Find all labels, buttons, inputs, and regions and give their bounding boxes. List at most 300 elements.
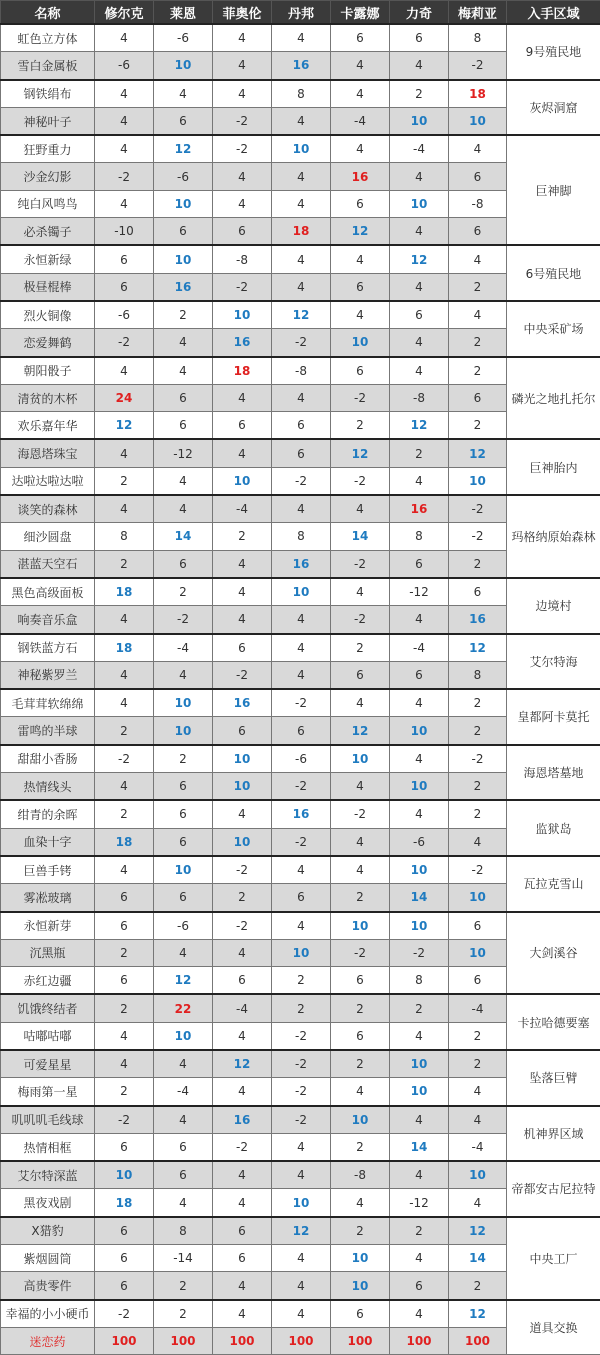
affinity-value: 6: [95, 884, 154, 912]
table-row: [1, 745, 600, 773]
item-name: 梅雨第一星: [1, 1078, 95, 1106]
affinity-value: 100: [390, 1327, 449, 1354]
affinity-value: 10: [390, 1078, 449, 1106]
affinity-value: 2: [154, 1300, 213, 1328]
affinity-value: 6: [390, 1272, 449, 1300]
affinity-value: 2: [449, 717, 507, 745]
region-cell: 9号殖民地: [507, 24, 600, 80]
affinity-value: 4: [449, 301, 507, 329]
affinity-value: -2: [272, 1106, 331, 1134]
affinity-value: -2: [213, 107, 272, 135]
affinity-value: 10: [390, 912, 449, 940]
region-cell: 巨神脚: [507, 135, 600, 245]
item-name: 热情相框: [1, 1133, 95, 1161]
affinity-value: 4: [449, 135, 507, 163]
affinity-value: 6: [154, 550, 213, 578]
item-name: 永恒新绿: [1, 245, 95, 273]
affinity-value: 10: [390, 773, 449, 801]
item-name: 黑夜戏剧: [1, 1189, 95, 1217]
affinity-value: 4: [213, 1272, 272, 1300]
affinity-value: 4: [154, 1189, 213, 1217]
item-name: 钢铁蓝方石: [1, 634, 95, 662]
affinity-value: 4: [213, 52, 272, 80]
affinity-value: -6: [95, 52, 154, 80]
affinity-value: 16: [449, 606, 507, 634]
affinity-value: 4: [272, 495, 331, 523]
affinity-value: 6: [154, 384, 213, 411]
affinity-value: 10: [331, 745, 390, 773]
header-row: [1, 1, 600, 25]
affinity-value: 6: [331, 357, 390, 385]
affinity-value: 10: [272, 135, 331, 163]
affinity-value: -6: [390, 828, 449, 856]
affinity-value: 6: [154, 800, 213, 828]
affinity-value: 18: [95, 578, 154, 606]
table-body: [1, 24, 600, 1355]
affinity-value: 6: [331, 967, 390, 995]
table-row: [1, 1300, 600, 1328]
item-name: 湛蓝天空石: [1, 550, 95, 578]
affinity-value: 2: [213, 884, 272, 912]
region-cell: 中央工厂: [507, 1217, 600, 1300]
affinity-value: -2: [272, 1050, 331, 1078]
affinity-value: -2: [95, 745, 154, 773]
affinity-value: 2: [449, 800, 507, 828]
affinity-value: 2: [449, 773, 507, 801]
table-row: [1, 912, 600, 940]
affinity-value: 2: [272, 967, 331, 995]
affinity-value: 6: [272, 412, 331, 440]
affinity-value: 4: [331, 495, 390, 523]
affinity-value: 6: [154, 828, 213, 856]
affinity-value: 10: [331, 912, 390, 940]
affinity-value: 4: [390, 467, 449, 495]
affinity-value: 4: [331, 1078, 390, 1106]
affinity-value: 4: [154, 80, 213, 108]
item-name: 雪白金属板: [1, 52, 95, 80]
region-cell: 坠落巨臂: [507, 1050, 600, 1106]
affinity-value: 6: [331, 1300, 390, 1328]
affinity-value: -2: [95, 329, 154, 357]
affinity-value: 6: [213, 218, 272, 246]
column-header: 丹邦: [272, 1, 331, 25]
affinity-value: 4: [390, 1245, 449, 1272]
affinity-value: -2: [213, 1133, 272, 1161]
affinity-value: 6: [272, 717, 331, 745]
affinity-value: 16: [213, 329, 272, 357]
affinity-value: 10: [154, 856, 213, 884]
affinity-value: 2: [449, 1050, 507, 1078]
table-row: [1, 24, 600, 52]
affinity-value: 16: [154, 273, 213, 301]
affinity-value: -12: [390, 1189, 449, 1217]
affinity-value: -6: [154, 24, 213, 52]
affinity-value: 4: [449, 828, 507, 856]
affinity-value: -2: [272, 773, 331, 801]
affinity-value: 4: [272, 912, 331, 940]
column-header: 莱恩: [154, 1, 213, 25]
affinity-value: -2: [449, 495, 507, 523]
item-name: 咕嘟咕嘟: [1, 1022, 95, 1050]
affinity-value: -2: [213, 135, 272, 163]
affinity-value: 6: [331, 1022, 390, 1050]
affinity-value: 2: [449, 357, 507, 385]
affinity-value: 8: [390, 523, 449, 550]
affinity-value: 8: [390, 967, 449, 995]
affinity-value: -2: [272, 1078, 331, 1106]
item-name: 可爱星星: [1, 1050, 95, 1078]
affinity-value: 4: [213, 80, 272, 108]
affinity-value: 10: [272, 939, 331, 966]
affinity-value: 4: [213, 939, 272, 966]
affinity-value: -6: [154, 912, 213, 940]
item-name: 迷恋药: [1, 1327, 95, 1354]
affinity-value: 4: [213, 1078, 272, 1106]
affinity-value: 12: [449, 634, 507, 662]
affinity-value: 10: [449, 884, 507, 912]
item-name: 神秘紫罗兰: [1, 661, 95, 689]
affinity-value: 12: [449, 1217, 507, 1245]
affinity-value: -2: [95, 163, 154, 190]
affinity-value: 4: [95, 606, 154, 634]
affinity-value: 6: [95, 273, 154, 301]
affinity-value: 4: [331, 578, 390, 606]
affinity-value: 6: [449, 384, 507, 411]
affinity-value: 4: [95, 439, 154, 467]
affinity-value: 6: [95, 245, 154, 273]
affinity-value: 6: [154, 412, 213, 440]
affinity-value: -2: [449, 52, 507, 80]
affinity-value: -2: [390, 939, 449, 966]
affinity-value: 8: [449, 661, 507, 689]
affinity-value: 12: [449, 1300, 507, 1328]
affinity-value: -2: [272, 689, 331, 717]
item-name: 虹色立方体: [1, 24, 95, 52]
affinity-value: 12: [213, 1050, 272, 1078]
affinity-value: 2: [331, 634, 390, 662]
affinity-value: 4: [95, 107, 154, 135]
affinity-value: 100: [213, 1327, 272, 1354]
table-row: [1, 135, 600, 163]
affinity-value: 8: [449, 24, 507, 52]
affinity-value: 10: [390, 1050, 449, 1078]
column-header: 梅莉亚: [449, 1, 507, 25]
table-row: [1, 1217, 600, 1245]
affinity-value: 2: [331, 1133, 390, 1161]
affinity-value: 4: [95, 24, 154, 52]
affinity-value: 4: [213, 1300, 272, 1328]
item-name: 极昼棍棒: [1, 273, 95, 301]
affinity-value: 10: [449, 1161, 507, 1189]
affinity-value: 4: [213, 578, 272, 606]
item-name: 热情线头: [1, 773, 95, 801]
affinity-value: 8: [272, 80, 331, 108]
affinity-value: 6: [331, 273, 390, 301]
affinity-value: 6: [213, 412, 272, 440]
affinity-value: 6: [95, 1133, 154, 1161]
region-cell: 大剑溪谷: [507, 912, 600, 995]
affinity-value: 2: [449, 1022, 507, 1050]
affinity-value: 12: [449, 439, 507, 467]
affinity-value: -2: [272, 828, 331, 856]
affinity-value: 16: [213, 1106, 272, 1134]
affinity-value: 2: [331, 412, 390, 440]
affinity-value: 6: [95, 1217, 154, 1245]
affinity-value: 4: [272, 634, 331, 662]
affinity-value: 10: [154, 245, 213, 273]
affinity-value: 10: [154, 1022, 213, 1050]
affinity-value: 4: [95, 80, 154, 108]
affinity-value: -4: [331, 107, 390, 135]
affinity-value: -8: [331, 1161, 390, 1189]
affinity-value: -4: [213, 994, 272, 1022]
affinity-value: 12: [95, 412, 154, 440]
affinity-value: 18: [95, 828, 154, 856]
item-name: 高贵零件: [1, 1272, 95, 1300]
table-row: [1, 1050, 600, 1078]
affinity-value: 4: [449, 1189, 507, 1217]
affinity-value: 6: [213, 717, 272, 745]
affinity-value: 16: [272, 52, 331, 80]
affinity-value: 2: [390, 994, 449, 1022]
affinity-value: 2: [331, 994, 390, 1022]
region-cell: 帝都安古尼拉特: [507, 1161, 600, 1217]
affinity-value: 6: [95, 967, 154, 995]
affinity-value: 14: [390, 884, 449, 912]
affinity-value: 6: [449, 578, 507, 606]
region-cell: 监狱岛: [507, 800, 600, 856]
item-name: 狂野重力: [1, 135, 95, 163]
affinity-value: 4: [154, 329, 213, 357]
affinity-value: -12: [154, 439, 213, 467]
affinity-value: -2: [272, 1022, 331, 1050]
item-name: 绀青的余晖: [1, 800, 95, 828]
affinity-value: 10: [272, 578, 331, 606]
affinity-value: 14: [390, 1133, 449, 1161]
affinity-value: 18: [95, 1189, 154, 1217]
affinity-value: -2: [331, 606, 390, 634]
item-name: 雷鸣的半球: [1, 717, 95, 745]
affinity-value: 18: [95, 634, 154, 662]
table-row: [1, 439, 600, 467]
affinity-value: -6: [154, 163, 213, 190]
affinity-value: 4: [390, 1106, 449, 1134]
affinity-value: 6: [331, 661, 390, 689]
affinity-value: 4: [390, 1161, 449, 1189]
affinity-value: 8: [272, 523, 331, 550]
affinity-value: 4: [95, 689, 154, 717]
affinity-value: 4: [390, 800, 449, 828]
affinity-value: 2: [331, 1050, 390, 1078]
affinity-value: 4: [154, 939, 213, 966]
affinity-value: -2: [331, 467, 390, 495]
affinity-value: 4: [213, 163, 272, 190]
affinity-value: 6: [331, 190, 390, 217]
affinity-value: 4: [213, 550, 272, 578]
item-name: 沉黑瓶: [1, 939, 95, 966]
affinity-value: 4: [449, 1106, 507, 1134]
item-name: 海恩塔珠宝: [1, 439, 95, 467]
affinity-value: 2: [272, 994, 331, 1022]
affinity-value: 6: [213, 1245, 272, 1272]
affinity-value: 6: [95, 1272, 154, 1300]
affinity-value: 18: [449, 80, 507, 108]
affinity-value: 4: [272, 190, 331, 217]
item-name: 血染十字: [1, 828, 95, 856]
affinity-value: 2: [449, 412, 507, 440]
affinity-value: 4: [272, 856, 331, 884]
affinity-value: 100: [331, 1327, 390, 1354]
affinity-value: 4: [95, 495, 154, 523]
affinity-value: 100: [449, 1327, 507, 1354]
affinity-value: -8: [213, 245, 272, 273]
affinity-value: 4: [272, 1272, 331, 1300]
affinity-value: -2: [449, 745, 507, 773]
item-name: 永恒新芽: [1, 912, 95, 940]
affinity-value: 6: [331, 24, 390, 52]
affinity-value: 4: [95, 135, 154, 163]
affinity-value: 2: [390, 80, 449, 108]
affinity-value: 14: [449, 1245, 507, 1272]
affinity-value: 2: [95, 717, 154, 745]
affinity-value: 12: [331, 717, 390, 745]
table-row: [1, 245, 600, 273]
item-name: 沙金幻影: [1, 163, 95, 190]
item-name: 神秘叶子: [1, 107, 95, 135]
affinity-value: 4: [331, 828, 390, 856]
affinity-value: 4: [449, 1078, 507, 1106]
affinity-value: 4: [95, 1022, 154, 1050]
affinity-value: 2: [95, 994, 154, 1022]
affinity-value: -6: [95, 301, 154, 329]
affinity-value: 4: [331, 52, 390, 80]
affinity-value: 4: [95, 1050, 154, 1078]
affinity-value: 100: [95, 1327, 154, 1354]
affinity-value: 10: [390, 107, 449, 135]
affinity-value: -4: [390, 135, 449, 163]
affinity-value: 4: [390, 273, 449, 301]
affinity-value: -2: [331, 939, 390, 966]
affinity-value: 2: [331, 1217, 390, 1245]
region-cell: 机神界区域: [507, 1106, 600, 1162]
region-cell: 边境村: [507, 578, 600, 634]
table-row: [1, 634, 600, 662]
affinity-value: 6: [390, 550, 449, 578]
affinity-value: 12: [272, 1217, 331, 1245]
affinity-value: 10: [331, 1245, 390, 1272]
item-name: 清贫的木杯: [1, 384, 95, 411]
affinity-value: -2: [449, 523, 507, 550]
table-row: [1, 80, 600, 108]
affinity-value: -8: [449, 190, 507, 217]
affinity-value: 14: [331, 523, 390, 550]
affinity-value: 2: [95, 467, 154, 495]
affinity-value: 4: [213, 439, 272, 467]
item-name: 纯白风鸣鸟: [1, 190, 95, 217]
affinity-value: 18: [213, 357, 272, 385]
affinity-value: 10: [154, 689, 213, 717]
affinity-value: 6: [154, 1161, 213, 1189]
table-row: [1, 578, 600, 606]
region-cell: 中央采矿场: [507, 301, 600, 357]
table-row: [1, 495, 600, 523]
affinity-value: 2: [154, 578, 213, 606]
affinity-value: -2: [272, 329, 331, 357]
region-cell: 道具交换: [507, 1300, 600, 1355]
affinity-value: 6: [449, 163, 507, 190]
affinity-value: 4: [213, 1022, 272, 1050]
affinity-value: 4: [272, 606, 331, 634]
affinity-value: 6: [154, 884, 213, 912]
affinity-value: 10: [331, 329, 390, 357]
affinity-value: 10: [154, 52, 213, 80]
affinity-value: 10: [390, 856, 449, 884]
affinity-value: 4: [331, 773, 390, 801]
affinity-value: 12: [390, 412, 449, 440]
table-row: [1, 856, 600, 884]
item-name: 幸福的小小硬币: [1, 1300, 95, 1328]
affinity-value: 12: [154, 967, 213, 995]
affinity-value: -2: [95, 1106, 154, 1134]
affinity-value: 10: [213, 745, 272, 773]
affinity-value: 4: [272, 661, 331, 689]
affinity-value: 10: [154, 190, 213, 217]
affinity-value: -6: [272, 745, 331, 773]
affinity-value: 4: [272, 24, 331, 52]
item-name: 黑色高级面板: [1, 578, 95, 606]
affinity-value: 16: [390, 495, 449, 523]
affinity-value: 2: [390, 1217, 449, 1245]
affinity-value: 4: [272, 107, 331, 135]
table-row: [1, 689, 600, 717]
affinity-value: 4: [272, 273, 331, 301]
affinity-value: 16: [272, 800, 331, 828]
affinity-value: 6: [272, 439, 331, 467]
affinity-value: 100: [154, 1327, 213, 1354]
affinity-value: 16: [213, 689, 272, 717]
affinity-value: 10: [331, 1106, 390, 1134]
affinity-value: -4: [154, 1078, 213, 1106]
affinity-value: 4: [154, 661, 213, 689]
affinity-value: 10: [449, 107, 507, 135]
item-name: 烈火铜像: [1, 301, 95, 329]
region-cell: 海恩塔墓地: [507, 745, 600, 801]
affinity-value: 8: [154, 1217, 213, 1245]
item-name: 朝阳骰子: [1, 357, 95, 385]
affinity-value: 4: [331, 301, 390, 329]
affinity-value: 12: [331, 218, 390, 246]
item-name: 恋爱舞鹤: [1, 329, 95, 357]
affinity-value: 4: [390, 163, 449, 190]
affinity-value: 2: [449, 689, 507, 717]
item-name: 细沙圆盘: [1, 523, 95, 550]
affinity-value: 4: [272, 384, 331, 411]
affinity-value: -2: [213, 912, 272, 940]
affinity-value: 16: [331, 163, 390, 190]
item-name: 甜甜小香肠: [1, 745, 95, 773]
affinity-value: 4: [272, 1133, 331, 1161]
item-name: 钢铁绢布: [1, 80, 95, 108]
affinity-value: 10: [95, 1161, 154, 1189]
item-name: 紫烟圆筒: [1, 1245, 95, 1272]
table-row: [1, 357, 600, 385]
region-cell: 玛格纳原始森林: [507, 495, 600, 578]
affinity-value: 4: [390, 1022, 449, 1050]
affinity-value: 4: [272, 163, 331, 190]
affinity-value: 12: [154, 135, 213, 163]
affinity-value: 10: [272, 1189, 331, 1217]
affinity-value: 4: [213, 24, 272, 52]
